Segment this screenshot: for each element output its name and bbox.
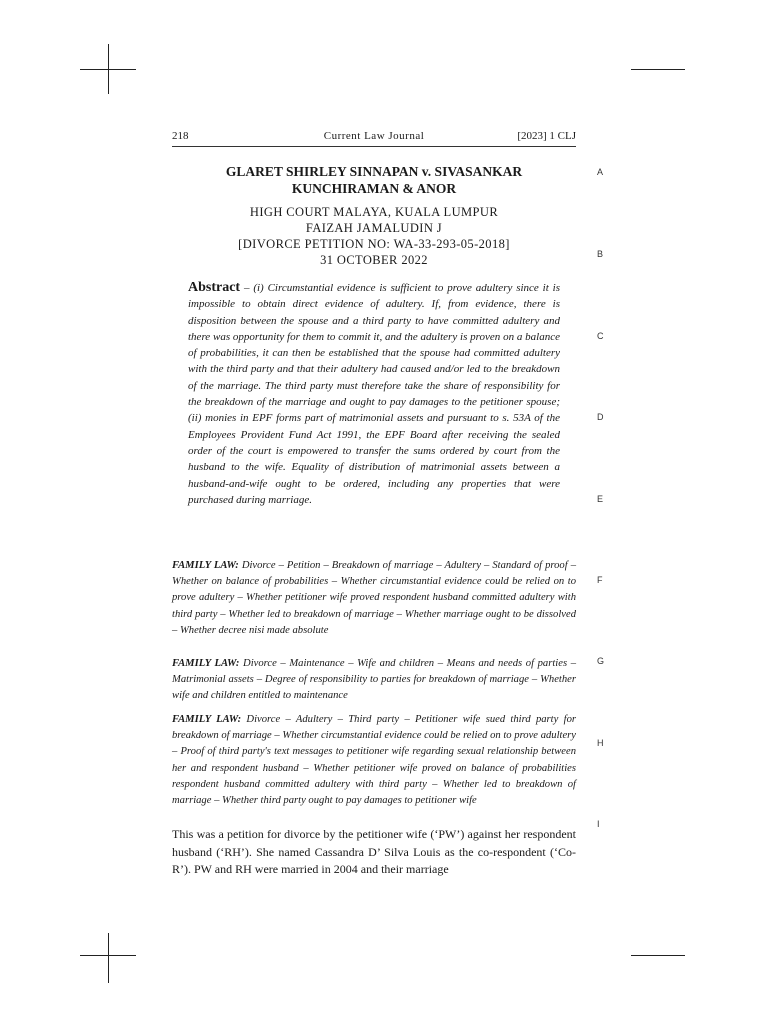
topic-label: FAMILY LAW: xyxy=(172,714,242,725)
margin-letter-c: C xyxy=(597,331,604,341)
petition-number: [DIVORCE PETITION NO: WA-33-293-05-2018] xyxy=(238,237,510,251)
body-paragraph: This was a petition for divorce by the petitioner wife (‘PW’) against her respondent husband (‘RH’). She named Cassandra D’ Silva Louis as the co-respondent (‘Co-R’). PW and RH were married in 2004 and their marriage xyxy=(172,827,576,876)
topic-text: Divorce – Maintenance – Wife and children – Means and needs of parties – Matrimonial assets – Degree of responsibility to parties for breakdown of marriage – Whether wife and children entitled to maintenance xyxy=(172,658,576,702)
page-number: 218 xyxy=(172,130,189,142)
crop-mark-bottom-left-vertical xyxy=(108,933,109,983)
crop-mark-bottom-right-horizontal xyxy=(631,955,685,956)
margin-letter-h: H xyxy=(597,738,604,748)
margin-letter-f: F xyxy=(597,575,603,585)
journal-name: Current Law Journal xyxy=(323,130,425,142)
judgment-date: 31 OCTOBER 2022 xyxy=(320,253,428,267)
margin-letter-i: I xyxy=(597,819,600,829)
case-title: GLARET SHIRLEY SINNAPAN v. SIVASANKAR KUNCHIRAMAN & ANOR xyxy=(225,164,523,196)
topic-text: Divorce – Adultery – Third party – Petitioner wife sued third party for breakdown of marriage – Whether circumstantial evidence could be relied on to prove adultery – Proof of third party's text messages to petitioner wife regarding sexual relationship between her and respondent husband – Whether petitioner wife proved on balance of probabilities respondent husband committed adultery with third party – Whether led to breakdown of marriage – Whether third party ought to pay damages to petitioner wife xyxy=(172,714,576,807)
topic-family-law-2 xyxy=(172,656,576,705)
margin-letter-b: B xyxy=(597,249,604,259)
margin-letter-g: G xyxy=(597,656,605,666)
topic-text: Divorce – Petition – Breakdown of marriage – Adultery – Standard of proof – Whether on balance of probabilities – Whether circumstantial evidence could be relied on to prove adultery – Whether petitioner wife proved respondent husband committed adultery with third party – Whether led to breakdown of marriage – Whether marriage ought to be dissolved – Whether decree nisi made absolute xyxy=(172,560,576,636)
running-header xyxy=(172,130,576,146)
crop-mark-top-left-vertical xyxy=(108,44,109,94)
margin-letter-a: A xyxy=(597,167,604,177)
court-name: HIGH COURT MALAYA, KUALA LUMPUR xyxy=(249,205,499,219)
topic-family-law-1 xyxy=(172,558,576,639)
topic-family-law-3 xyxy=(172,712,576,809)
judge-name: FAIZAH JAMALUDIN J xyxy=(305,221,443,235)
header-rule xyxy=(172,146,576,147)
abstract-text: – (i) Circumstantial evidence is sufficient to prove adultery since it is impossible to obtain direct evidence of adultery. If, from evidence, there is disposition between the spouse and a third party to have committed adultery and there was opportunity for them to commit it, and the adultery is proven on a balance of probabilities, it can then be established that the spouse had committed adultery with the third party and that their adultery had caused and/or led to the breakdown of the marriage. The third party must therefore take the share of responsibility for the breakdown of the marriage and ought to pay damages to the petitioner spouse; (ii) monies in EPF forms part of matrimonial assets and pursuant to s. 53A of the Employees Provident Fund Act 1991, the EPF Board after receiving the sealed order of the court is empowered to transfer the sums ordered by court from the husband to the wife. Equality of distribution of matrimonial assets between a husband-and-wife ought to be ordered, including any properties that were purchased during marriage. xyxy=(188,282,560,506)
crop-mark-top-right-horizontal xyxy=(631,69,685,70)
topic-label: FAMILY LAW: xyxy=(172,560,239,571)
court-details xyxy=(172,204,576,268)
topic-label: FAMILY LAW: xyxy=(172,658,240,669)
abstract-label: Abstract xyxy=(188,280,241,295)
margin-letter-e: E xyxy=(597,494,604,504)
abstract xyxy=(188,280,560,508)
journal-citation: [2023] 1 CLJ xyxy=(517,130,576,142)
margin-letter-d: D xyxy=(597,412,604,422)
